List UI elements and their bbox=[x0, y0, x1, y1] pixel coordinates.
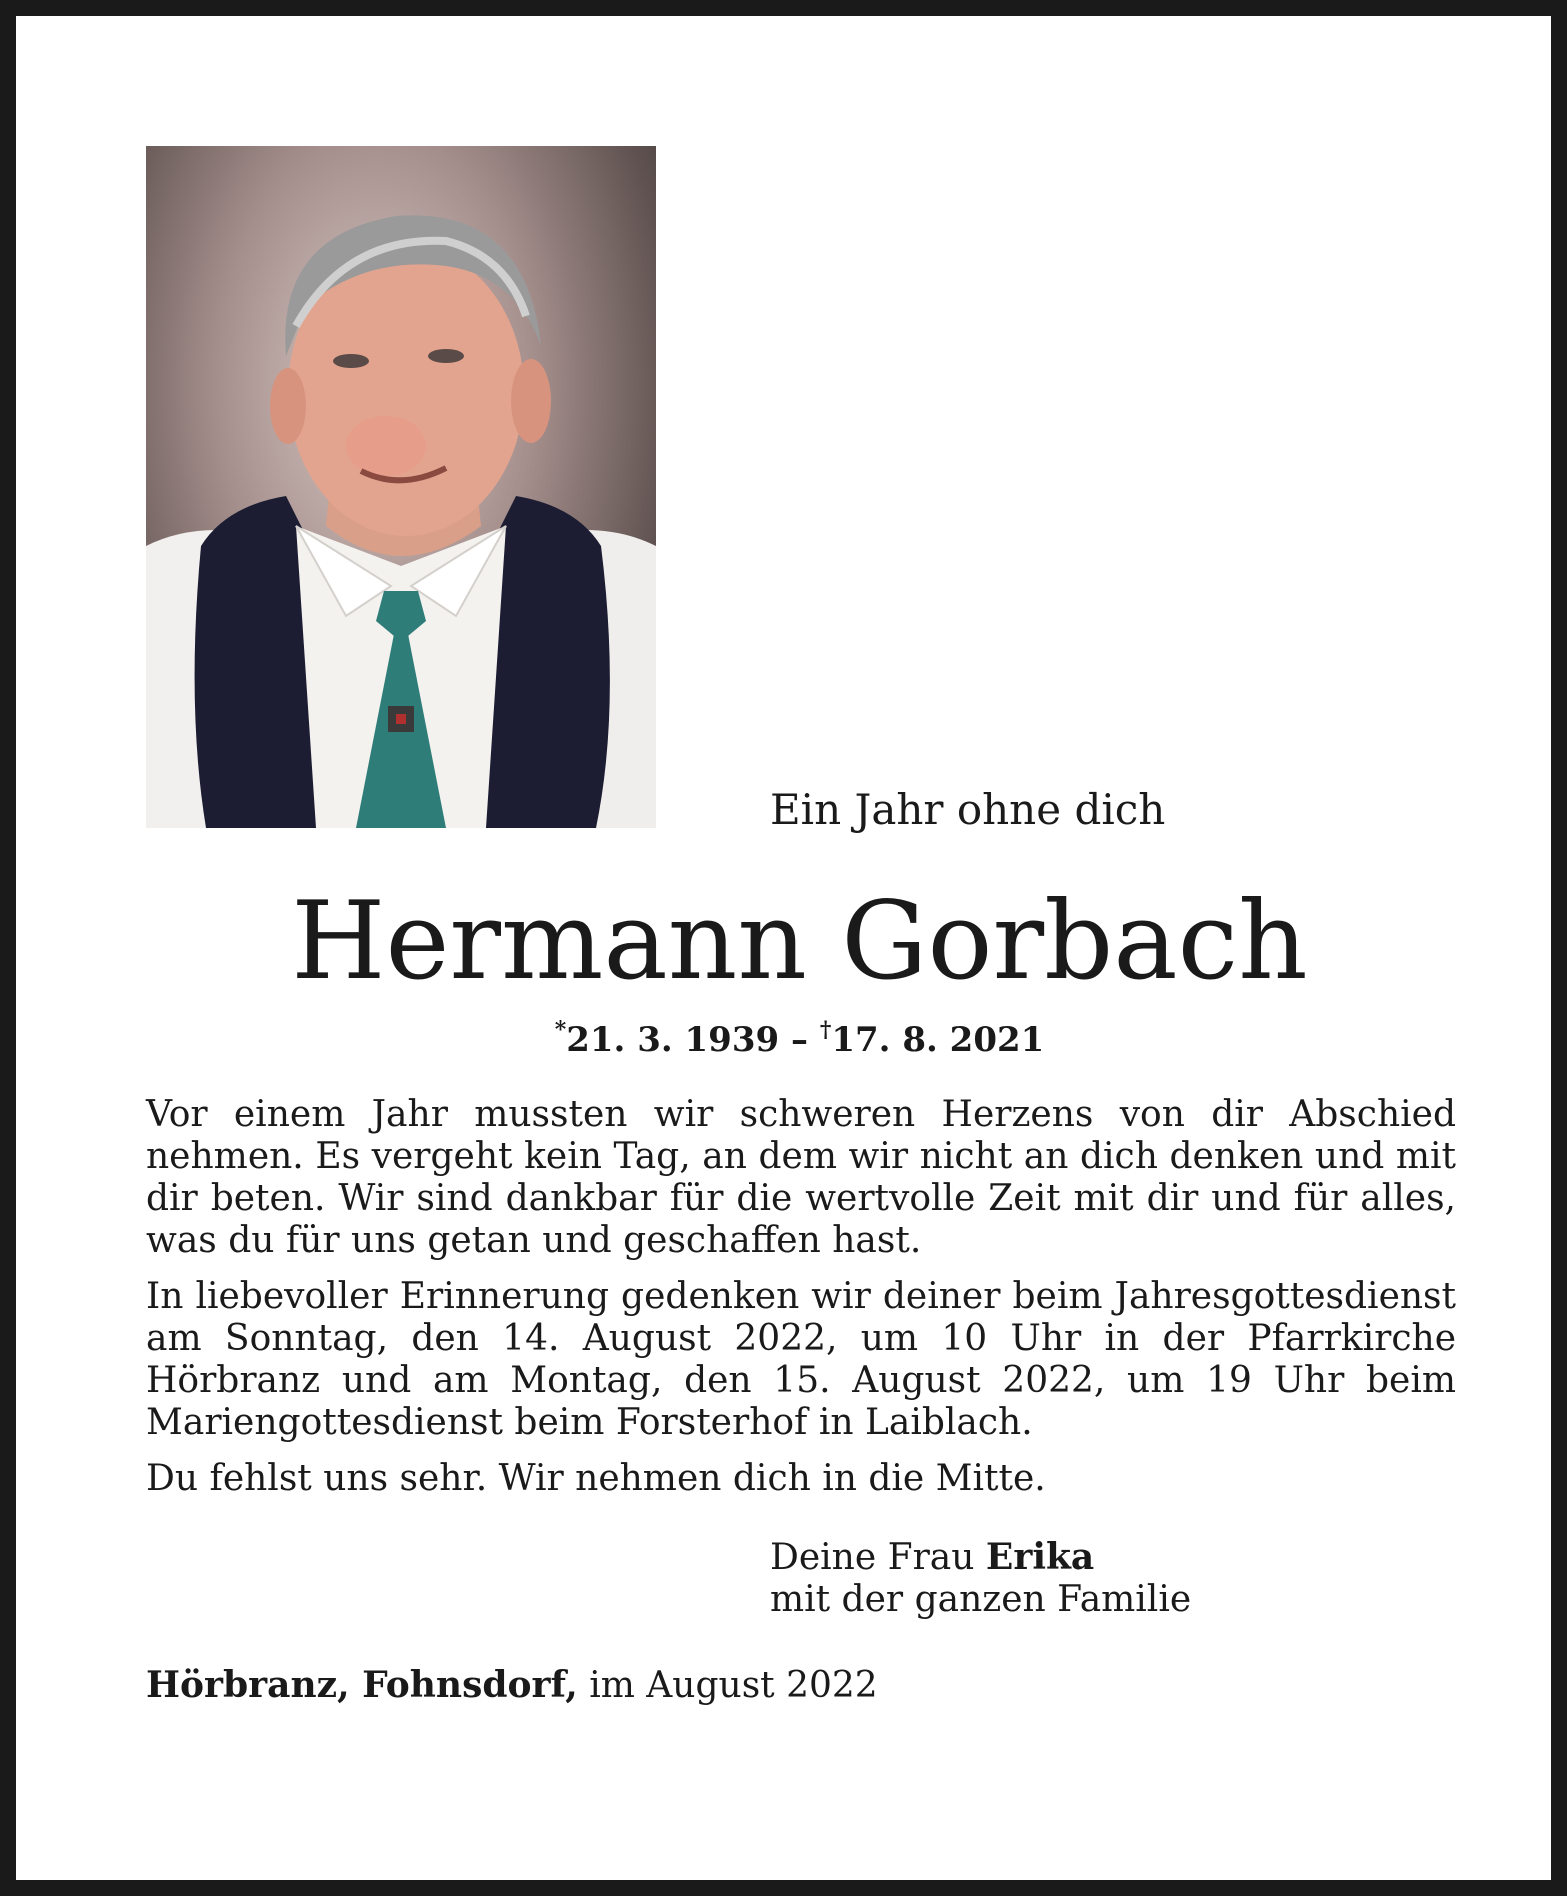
signature-name: Erika bbox=[985, 1536, 1095, 1578]
notice-date: im August 2022 bbox=[589, 1665, 878, 1706]
birth-symbol: * bbox=[554, 1017, 567, 1043]
date-separator: – bbox=[791, 1020, 808, 1060]
body-paragraph: Vor einem Jahr mussten wir schweren Herzens von dir Abschied nehmen. Es vergeht kein Tag, an dem wir nicht an dich denken und mit dir beten. Wir sind dankbar für die wertvolle Zeit mit dir und für alles, was du für uns getan und geschaffen hast. bbox=[146, 1094, 1456, 1261]
notice-subtitle: Ein Jahr ohne dich bbox=[770, 785, 1166, 834]
portrait-photo bbox=[146, 146, 656, 828]
place-and-date bbox=[146, 1664, 878, 1707]
signature bbox=[770, 1536, 1191, 1621]
death-date: 17. 8. 2021 bbox=[831, 1020, 1045, 1060]
birth-date: 21. 3. 1939 bbox=[566, 1020, 780, 1060]
body-paragraph: Du fehlst uns sehr. Wir nehmen dich in die Mitte. bbox=[146, 1458, 1046, 1499]
deceased-name: Hermann Gorbach bbox=[291, 879, 1308, 1004]
notice-body bbox=[146, 1094, 1456, 1514]
signature-line-1 bbox=[770, 1536, 1191, 1579]
place-names: Hörbranz, Fohnsdorf, bbox=[146, 1664, 578, 1706]
signature-prefix: Deine Frau bbox=[770, 1537, 975, 1578]
life-dates bbox=[16, 1008, 1567, 1062]
portrait-illustration bbox=[146, 146, 656, 828]
signature-line-2: mit der ganzen Familie bbox=[770, 1579, 1192, 1620]
body-paragraph: In liebevoller Erinnerung gedenken wir deiner beim Jahresgottesdienst am Sonntag, den 14. August 2022, um 10 Uhr in der Pfarrkirche Hörbranz und am Montag, den 15. August 2022, um 19 Uhr beim Mariengottesdienst beim Forsterhof in Laiblach. bbox=[146, 1276, 1456, 1443]
death-symbol: † bbox=[819, 1017, 832, 1043]
